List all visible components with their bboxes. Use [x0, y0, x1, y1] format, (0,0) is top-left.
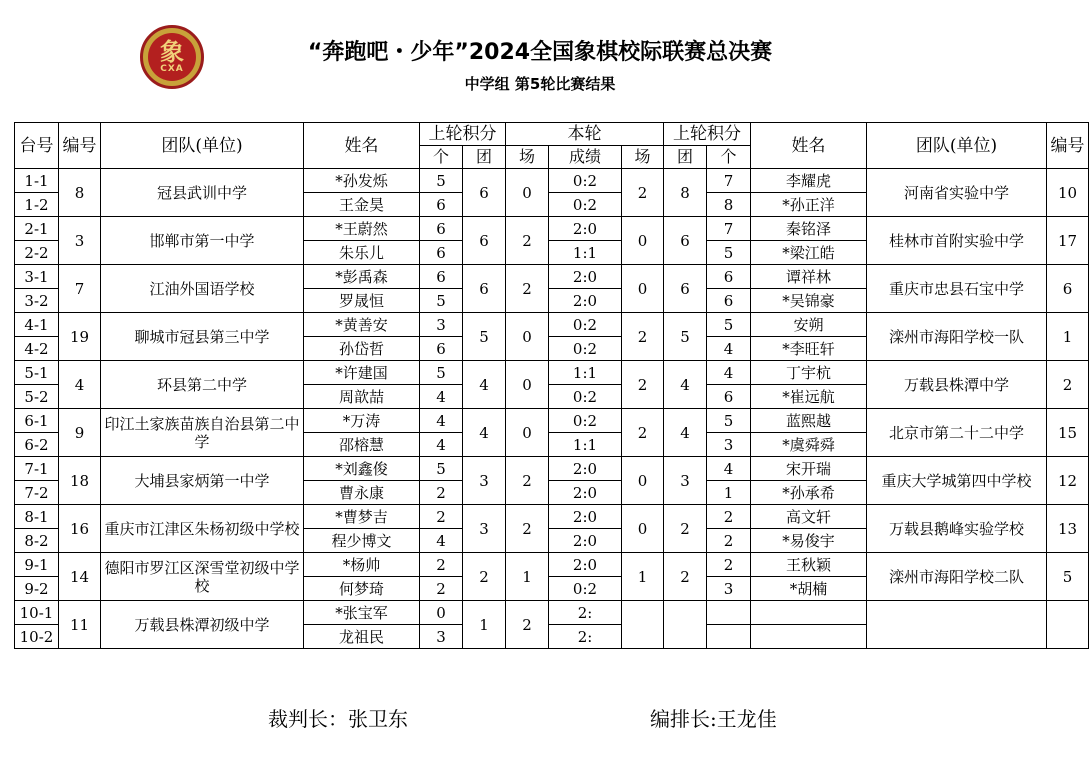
left-individual-points: 4 [420, 409, 463, 433]
right-individual-points: 6 [707, 385, 751, 409]
right-games-won: 0 [622, 457, 664, 505]
board-score: 1:1 [549, 241, 622, 265]
right-games-won: 2 [622, 361, 664, 409]
right-individual-points: 2 [707, 529, 751, 553]
right-games-won: 2 [622, 169, 664, 217]
left-individual-points: 3 [420, 313, 463, 337]
left-team-points: 6 [463, 217, 506, 265]
right-individual-points: 5 [707, 409, 751, 433]
table-number: 2-2 [15, 241, 59, 265]
right-individual-points: 8 [707, 193, 751, 217]
right-team-points: 6 [664, 217, 707, 265]
right-player-name: *虞舜舜 [751, 433, 867, 457]
right-individual-points: 6 [707, 289, 751, 313]
left-player-name: 何梦琦 [304, 577, 420, 601]
right-games-won: 0 [622, 505, 664, 553]
left-team-points: 3 [463, 505, 506, 553]
left-seq: 16 [59, 505, 101, 553]
left-team: 重庆市江津区朱杨初级中学校 [101, 505, 304, 553]
header-team-pts-left: 团 [463, 146, 506, 169]
chief-referee: 裁判长：张卫东 [268, 707, 408, 731]
header-team-right: 团队(单位) [867, 123, 1047, 169]
board-score: 2:0 [549, 217, 622, 241]
right-team-points: 4 [664, 409, 707, 457]
left-player-name: *杨帅 [304, 553, 420, 577]
left-player-name: 朱乐儿 [304, 241, 420, 265]
right-team-points [664, 601, 707, 649]
table-row [15, 313, 1089, 337]
table-row [15, 169, 1089, 193]
board-score: 2:0 [549, 529, 622, 553]
left-games-won: 0 [506, 313, 549, 361]
table-number: 4-1 [15, 313, 59, 337]
left-team: 邯郸市第一中学 [101, 217, 304, 265]
board-score: 2:0 [549, 457, 622, 481]
header-prev-points-right: 上轮积分 [664, 123, 751, 146]
right-individual-points [707, 625, 751, 649]
right-player-name: *孙正洋 [751, 193, 867, 217]
right-seq: 15 [1047, 409, 1089, 457]
left-seq: 9 [59, 409, 101, 457]
board-score: 0:2 [549, 577, 622, 601]
board-score: 1:1 [549, 361, 622, 385]
left-individual-points: 2 [420, 505, 463, 529]
right-games-won: 1 [622, 553, 664, 601]
right-individual-points: 5 [707, 241, 751, 265]
right-individual-points: 3 [707, 433, 751, 457]
left-individual-points: 5 [420, 289, 463, 313]
left-team: 聊城市冠县第三中学 [101, 313, 304, 361]
header-result: 成绩 [549, 146, 622, 169]
right-player-name: *吴锦豪 [751, 289, 867, 313]
right-team-points: 4 [664, 361, 707, 409]
left-team-points: 2 [463, 553, 506, 601]
table-number: 1-2 [15, 193, 59, 217]
right-seq: 10 [1047, 169, 1089, 217]
table-number: 8-1 [15, 505, 59, 529]
header-name-left: 姓名 [304, 123, 420, 169]
header-seq-right: 编号 [1047, 123, 1089, 169]
table-row [15, 457, 1089, 481]
left-seq: 3 [59, 217, 101, 265]
left-individual-points: 0 [420, 601, 463, 625]
board-score: 0:2 [549, 409, 622, 433]
right-team-points: 2 [664, 553, 707, 601]
table-number: 2-1 [15, 217, 59, 241]
left-seq: 14 [59, 553, 101, 601]
left-seq: 11 [59, 601, 101, 649]
left-games-won: 2 [506, 217, 549, 265]
right-individual-points: 1 [707, 481, 751, 505]
board-score: 0:2 [549, 313, 622, 337]
right-team-points: 3 [664, 457, 707, 505]
table-number: 5-2 [15, 385, 59, 409]
left-team: 印江土家族苗族自治县第二中学 [101, 409, 304, 457]
logo-glyph: 象 [160, 38, 184, 66]
left-individual-points: 6 [420, 241, 463, 265]
right-individual-points: 4 [707, 457, 751, 481]
left-team: 环县第二中学 [101, 361, 304, 409]
left-player-name: *王蔚然 [304, 217, 420, 241]
left-team-points: 5 [463, 313, 506, 361]
header-games-left: 场 [506, 146, 549, 169]
left-player-name: *孙发烁 [304, 169, 420, 193]
board-score: 0:2 [549, 337, 622, 361]
right-team-points: 5 [664, 313, 707, 361]
left-player-name: 罗晟恒 [304, 289, 420, 313]
left-games-won: 1 [506, 553, 549, 601]
table-number: 3-1 [15, 265, 59, 289]
table-row [15, 505, 1089, 529]
left-team: 万载县株潭初级中学 [101, 601, 304, 649]
left-individual-points: 5 [420, 361, 463, 385]
right-player-name: 谭祥林 [751, 265, 867, 289]
table-number: 3-2 [15, 289, 59, 313]
left-individual-points: 6 [420, 337, 463, 361]
right-individual-points: 7 [707, 169, 751, 193]
left-team-points: 3 [463, 457, 506, 505]
right-individual-points: 3 [707, 577, 751, 601]
table-number: 10-2 [15, 625, 59, 649]
left-team: 德阳市罗江区深雪堂初级中学校 [101, 553, 304, 601]
left-player-name: 程少博文 [304, 529, 420, 553]
left-player-name: *彭禹森 [304, 265, 420, 289]
right-player-name: *梁江皓 [751, 241, 867, 265]
right-team-points: 6 [664, 265, 707, 313]
scheduler: 编排长:王龙佳 [650, 707, 777, 731]
left-individual-points: 6 [420, 265, 463, 289]
header-name-right: 姓名 [751, 123, 867, 169]
left-player-name: *万涛 [304, 409, 420, 433]
table-row [15, 361, 1089, 385]
left-individual-points: 5 [420, 457, 463, 481]
left-team-points: 4 [463, 361, 506, 409]
board-score: 2:0 [549, 265, 622, 289]
right-individual-points [707, 601, 751, 625]
right-team: 北京市第二十二中学 [867, 409, 1047, 457]
right-player-name: *易俊宇 [751, 529, 867, 553]
header-team-left: 团队(单位) [101, 123, 304, 169]
left-games-won: 0 [506, 409, 549, 457]
left-player-name: 孙岱哲 [304, 337, 420, 361]
left-team-points: 4 [463, 409, 506, 457]
left-seq: 8 [59, 169, 101, 217]
left-individual-points: 6 [420, 217, 463, 241]
table-number: 6-1 [15, 409, 59, 433]
board-score: 2:0 [549, 505, 622, 529]
left-individual-points: 5 [420, 169, 463, 193]
right-player-name: 高文轩 [751, 505, 867, 529]
right-seq: 13 [1047, 505, 1089, 553]
right-team: 重庆大学城第四中学校 [867, 457, 1047, 505]
left-individual-points: 2 [420, 553, 463, 577]
right-seq: 6 [1047, 265, 1089, 313]
left-individual-points: 4 [420, 529, 463, 553]
right-games-won: 2 [622, 409, 664, 457]
table-number: 7-2 [15, 481, 59, 505]
table-number: 9-2 [15, 577, 59, 601]
right-player-name: 丁宇杭 [751, 361, 867, 385]
left-individual-points: 4 [420, 385, 463, 409]
left-player-name: 周歆喆 [304, 385, 420, 409]
right-player-name: 安朔 [751, 313, 867, 337]
results-body [15, 169, 1089, 649]
board-score: 2:0 [549, 481, 622, 505]
left-individual-points: 2 [420, 481, 463, 505]
left-individual-points: 6 [420, 193, 463, 217]
table-row [15, 553, 1089, 577]
left-team: 江油外国语学校 [101, 265, 304, 313]
right-team: 滦州市海阳学校一队 [867, 313, 1047, 361]
left-player-name: *黄善安 [304, 313, 420, 337]
left-team: 大埔县家炳第一中学 [101, 457, 304, 505]
right-player-name: *孙承希 [751, 481, 867, 505]
header-team-pts-right: 团 [664, 146, 707, 169]
header-individual-right: 个 [707, 146, 751, 169]
right-player-name: 秦铭泽 [751, 217, 867, 241]
right-games-won: 0 [622, 217, 664, 265]
right-player-name: 宋开瑞 [751, 457, 867, 481]
board-score: 0:2 [549, 169, 622, 193]
left-individual-points: 4 [420, 433, 463, 457]
left-games-won: 2 [506, 505, 549, 553]
right-player-name [751, 601, 867, 625]
left-games-won: 0 [506, 169, 549, 217]
board-score: 2:0 [549, 289, 622, 313]
right-seq: 17 [1047, 217, 1089, 265]
right-games-won [622, 601, 664, 649]
right-team: 滦州市海阳学校二队 [867, 553, 1047, 601]
board-score: 0:2 [549, 385, 622, 409]
right-individual-points: 7 [707, 217, 751, 241]
table-number: 10-1 [15, 601, 59, 625]
right-seq: 12 [1047, 457, 1089, 505]
right-player-name: 李耀虎 [751, 169, 867, 193]
left-individual-points: 2 [420, 577, 463, 601]
right-individual-points: 6 [707, 265, 751, 289]
left-games-won: 2 [506, 601, 549, 649]
right-player-name: *胡楠 [751, 577, 867, 601]
header-table-no: 台号 [15, 123, 59, 169]
table-row [15, 217, 1089, 241]
table-number: 9-1 [15, 553, 59, 577]
board-score: 2: [549, 601, 622, 625]
logo-abbr: CXA [160, 64, 184, 74]
right-games-won: 0 [622, 265, 664, 313]
table-number: 4-2 [15, 337, 59, 361]
right-team-points: 8 [664, 169, 707, 217]
right-team: 重庆市忠县石宝中学 [867, 265, 1047, 313]
right-individual-points: 2 [707, 553, 751, 577]
table-number: 5-1 [15, 361, 59, 385]
table-number: 1-1 [15, 169, 59, 193]
right-individual-points: 4 [707, 361, 751, 385]
left-seq: 18 [59, 457, 101, 505]
right-team: 万载县株潭中学 [867, 361, 1047, 409]
right-team: 河南省实验中学 [867, 169, 1047, 217]
right-team [867, 601, 1047, 649]
left-games-won: 2 [506, 265, 549, 313]
left-player-name: 邵榕慧 [304, 433, 420, 457]
right-individual-points: 5 [707, 313, 751, 337]
table-number: 6-2 [15, 433, 59, 457]
results-table [14, 122, 1089, 649]
left-seq: 19 [59, 313, 101, 361]
left-team-points: 1 [463, 601, 506, 649]
board-score: 1:1 [549, 433, 622, 457]
left-individual-points: 3 [420, 625, 463, 649]
right-seq: 2 [1047, 361, 1089, 409]
left-player-name: *许建国 [304, 361, 420, 385]
right-team: 万载县鹅峰实验学校 [867, 505, 1047, 553]
board-score: 0:2 [549, 193, 622, 217]
right-player-name: *李旺轩 [751, 337, 867, 361]
table-row [15, 265, 1089, 289]
table-row [15, 409, 1089, 433]
left-team: 冠县武训中学 [101, 169, 304, 217]
left-player-name: 曹永康 [304, 481, 420, 505]
right-player-name: 王秋颖 [751, 553, 867, 577]
left-seq: 4 [59, 361, 101, 409]
board-score: 2:0 [549, 553, 622, 577]
table-row [15, 601, 1089, 625]
left-player-name: *曹梦吉 [304, 505, 420, 529]
header-seq-left: 编号 [59, 123, 101, 169]
right-seq [1047, 601, 1089, 649]
left-team-points: 6 [463, 169, 506, 217]
left-seq: 7 [59, 265, 101, 313]
right-player-name: *崔远航 [751, 385, 867, 409]
header-games-right: 场 [622, 146, 664, 169]
right-player-name: 蓝熙越 [751, 409, 867, 433]
left-player-name: *刘鑫俊 [304, 457, 420, 481]
left-player-name: *张宝军 [304, 601, 420, 625]
board-score: 2: [549, 625, 622, 649]
table-number: 8-2 [15, 529, 59, 553]
left-team-points: 6 [463, 265, 506, 313]
right-player-name [751, 625, 867, 649]
page-title: “奔跑吧・少年”2024全国象棋校际联赛总决赛 [307, 40, 773, 65]
table-number: 7-1 [15, 457, 59, 481]
right-seq: 1 [1047, 313, 1089, 361]
left-games-won: 0 [506, 361, 549, 409]
page-subtitle: 中学组 第5轮比赛结果 [464, 75, 616, 93]
header-individual-left: 个 [420, 146, 463, 169]
left-player-name: 王金昊 [304, 193, 420, 217]
right-seq: 5 [1047, 553, 1089, 601]
left-games-won: 2 [506, 457, 549, 505]
header-prev-points-left: 上轮积分 [420, 123, 506, 146]
left-player-name: 龙祖民 [304, 625, 420, 649]
right-individual-points: 4 [707, 337, 751, 361]
right-individual-points: 2 [707, 505, 751, 529]
header-this-round: 本轮 [506, 123, 664, 146]
right-team: 桂林市首附实验中学 [867, 217, 1047, 265]
right-team-points: 2 [664, 505, 707, 553]
right-games-won: 2 [622, 313, 664, 361]
